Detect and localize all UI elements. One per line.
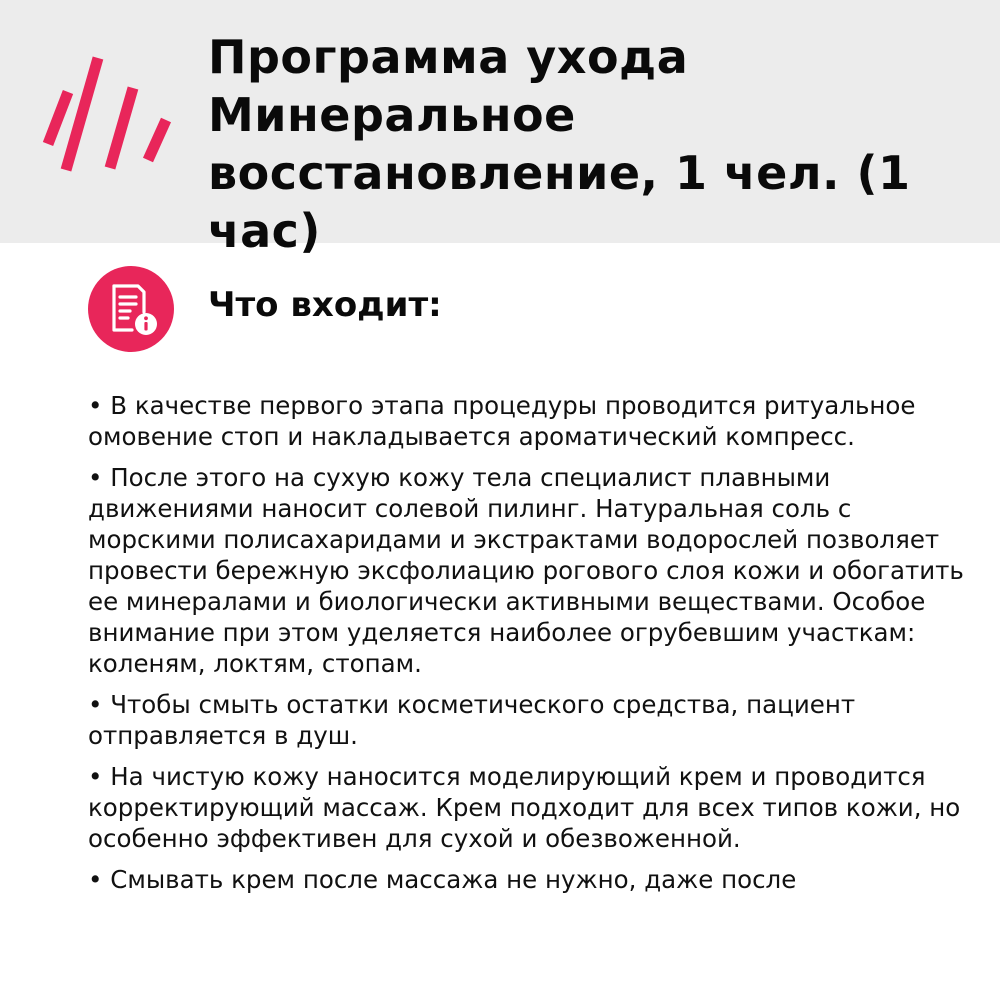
brand-slashes-logo — [40, 52, 175, 177]
document-info-icon — [88, 266, 174, 352]
logo-slash-1 — [48, 92, 68, 144]
list-item: • Смывать крем после массажа не нужно, даже после — [88, 865, 797, 894]
list-item: • В качестве первого этапа процедуры проводится ритуальное омовение стоп и накладывается ароматический компресс. — [88, 391, 916, 451]
logo-slash-3 — [110, 88, 133, 168]
content-list — [88, 390, 978, 905]
list-item: • После этого на сухую кожу тела специалист плавными движениями наносит солевой пилинг. Натуральная соль с морскими полисахаридами и экстрактами водорослей позволяет провести бережную эксфолиацию рогового слоя кожи и обогатить ее минералами и биологически активными веществами. Особое внимание при этом уделяется наиболее огрубевшим участкам: коленям, локтям, стопам. — [88, 463, 964, 678]
page-title: Программа ухода Минеральное восстановление, 1 чел. (1 час) — [208, 30, 911, 258]
list-item: • На чистую кожу наносится моделирующий крем и проводится корректирующий массаж. Крем подходит для всех типов кожи, но особенно эффективен для сухой и обезвоженной. — [88, 762, 961, 853]
logo-slash-2 — [66, 58, 98, 170]
logo-slash-4 — [148, 120, 166, 160]
section-heading: Что входит: — [208, 285, 442, 325]
list-item: • Чтобы смыть остатки косметического средства, пациент отправляется в душ. — [88, 690, 856, 750]
